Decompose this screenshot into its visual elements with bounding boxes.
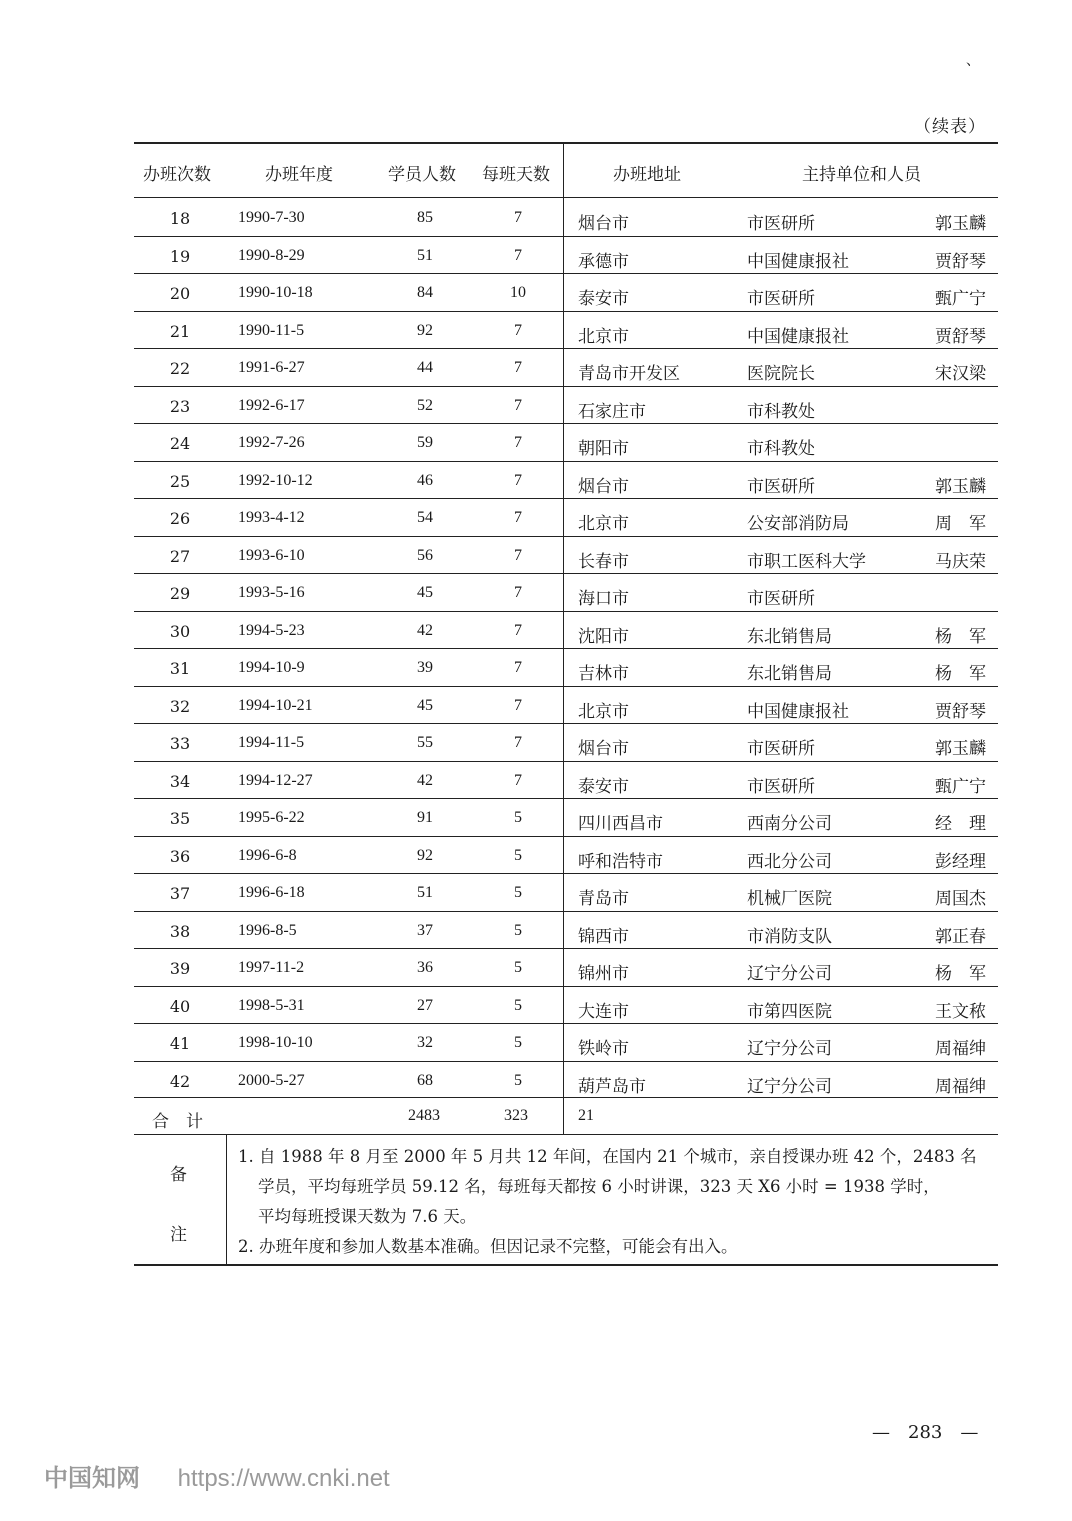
row-date: 1998-5-31	[238, 996, 305, 1014]
row-address: 朝阳市	[578, 439, 629, 459]
table-row	[0, 612, 1072, 649]
row-day-count: 7	[514, 546, 522, 564]
row-day-count: 5	[514, 1071, 522, 1089]
row-address: 海口市	[578, 589, 629, 609]
row-session-number: 22	[169, 359, 191, 378]
table-row	[0, 537, 1072, 574]
row-host-unit: 市医研所	[747, 289, 815, 309]
note-2: 2. 办班年度和参加人数基本准确。但因记录不完整，可能会有出入。	[238, 1237, 738, 1256]
table-row	[0, 649, 1072, 686]
row-host-person: 郭玉麟	[935, 214, 986, 234]
row-host-unit: 辽宁分公司	[747, 1039, 832, 1059]
row-date: 1994-10-9	[238, 659, 305, 676]
table-row	[0, 349, 1072, 386]
row-address: 北京市	[578, 701, 629, 722]
row-day-count: 5	[514, 1034, 522, 1051]
continuation-label: （续表）	[914, 117, 986, 137]
row-address: 葫芦岛市	[578, 1076, 646, 1097]
row-host-person: 杨 军	[935, 964, 986, 984]
row-host-unit: 市医研所	[747, 589, 815, 609]
row-host-person: 甄广宁	[935, 289, 986, 309]
table-row	[0, 499, 1072, 536]
row-address: 北京市	[578, 514, 629, 534]
row-student-count: 51	[417, 246, 433, 264]
row-day-count: 7	[514, 359, 522, 376]
row-student-count: 92	[417, 846, 433, 864]
row-address: 沈阳市	[578, 626, 629, 647]
table-top-rule	[134, 142, 998, 144]
row-session-number: 23	[169, 396, 191, 416]
note-1-line-1: 1. 自 1988 年 8 月至 2000 年 5 月共 12 年间，在国内 21 个城市，亲自授课办班 42 个，2483 名	[238, 1147, 977, 1166]
table-row	[0, 874, 1072, 911]
row-address: 泰安市	[578, 776, 629, 797]
col-header-session: 办班次数	[143, 165, 211, 185]
row-date: 1991-6-27	[238, 359, 305, 376]
row-day-count: 5	[514, 959, 522, 976]
row-day-count: 10	[510, 284, 526, 301]
row-session-number: 38	[169, 921, 191, 941]
row-host-person: 郭玉麟	[935, 739, 986, 759]
notes-top-rule	[134, 1134, 998, 1135]
row-student-count: 37	[417, 921, 433, 939]
row-address: 锦西市	[578, 926, 629, 947]
row-address: 吉林市	[578, 664, 629, 684]
row-session-number: 36	[169, 846, 191, 866]
row-student-count: 59	[417, 434, 433, 451]
row-host-unit: 市消防支队	[747, 926, 832, 947]
row-host-person: 甄广宁	[935, 776, 986, 797]
total-days: 323	[504, 1107, 528, 1124]
row-host-unit: 东北销售局	[747, 626, 832, 647]
row-host-person: 杨 军	[935, 664, 986, 684]
table-bottom-rule	[134, 1264, 998, 1266]
table-row	[0, 987, 1072, 1024]
table-row	[0, 274, 1072, 311]
row-date: 1995-6-22	[238, 809, 305, 826]
row-host-person: 贾舒琴	[935, 701, 986, 722]
row-session-number: 37	[169, 884, 191, 903]
row-student-count: 54	[417, 509, 433, 526]
row-date: 1990-10-18	[238, 284, 313, 301]
row-day-count: 7	[514, 509, 522, 526]
row-date: 1996-6-8	[238, 846, 297, 864]
row-session-number: 42	[169, 1071, 191, 1091]
row-session-number: 21	[169, 321, 191, 341]
notes-divider	[226, 1134, 227, 1265]
row-host-person: 宋汉梁	[935, 364, 986, 384]
table-row	[0, 837, 1072, 874]
row-student-count: 45	[417, 584, 433, 601]
row-address: 四川西昌市	[578, 814, 663, 834]
row-date: 1998-10-10	[238, 1034, 313, 1051]
row-date: 1994-11-5	[238, 734, 305, 751]
row-date: 1996-8-5	[238, 921, 297, 939]
row-day-count: 7	[514, 734, 522, 751]
row-session-number: 33	[169, 734, 191, 753]
table-row	[0, 387, 1072, 424]
row-student-count: 39	[417, 659, 433, 676]
row-student-count: 42	[417, 621, 433, 639]
row-day-count: 7	[514, 396, 522, 414]
table-row	[0, 949, 1072, 986]
col-header-days: 每班天数	[482, 165, 550, 185]
row-host-person: 贾舒琴	[935, 326, 986, 347]
row-host-person: 马庆荣	[935, 551, 986, 572]
row-student-count: 56	[417, 546, 433, 564]
row-day-count: 7	[514, 584, 522, 601]
row-host-unit: 中国健康报社	[747, 251, 849, 272]
cnki-logo: 中国知网	[44, 1464, 140, 1492]
table-row	[0, 1024, 1072, 1061]
row-address: 青岛市	[578, 889, 629, 909]
row-student-count: 85	[417, 209, 433, 226]
total-students: 2483	[408, 1107, 440, 1124]
row-address: 呼和浩特市	[578, 851, 663, 872]
row-day-count: 7	[514, 771, 522, 789]
cnki-url[interactable]: https://www.cnki.net	[177, 1465, 390, 1492]
row-host-unit: 西北分公司	[747, 851, 832, 872]
row-host-unit: 中国健康报社	[747, 326, 849, 347]
row-day-count: 5	[514, 884, 522, 901]
corner-mark: 、	[966, 53, 980, 69]
row-host-unit: 市职工医科大学	[747, 551, 866, 572]
row-student-count: 42	[417, 771, 433, 789]
row-session-number: 19	[169, 246, 191, 266]
row-day-count: 7	[514, 434, 522, 451]
row-host-unit: 市第四医院	[747, 1001, 832, 1022]
row-host-person: 周福绅	[935, 1039, 986, 1059]
row-host-unit: 市医研所	[747, 776, 815, 797]
row-session-number: 40	[169, 996, 191, 1016]
row-address: 长春市	[578, 551, 629, 572]
note-1-line-3: 平均每班授课天数为 7.6 天。	[258, 1207, 477, 1226]
row-session-number: 24	[169, 434, 191, 453]
table-row	[0, 237, 1072, 274]
row-student-count: 27	[417, 996, 433, 1014]
row-address: 烟台市	[578, 739, 629, 759]
row-host-unit: 市科教处	[747, 401, 815, 422]
table-row	[0, 912, 1072, 949]
row-address: 承德市	[578, 251, 629, 272]
row-day-count: 7	[514, 621, 522, 639]
row-host-person: 贾舒琴	[935, 251, 986, 272]
row-date: 1992-6-17	[238, 396, 305, 414]
row-address: 烟台市	[578, 476, 629, 497]
row-student-count: 45	[417, 696, 433, 714]
total-cities: 21	[578, 1107, 594, 1124]
table-row	[0, 762, 1072, 799]
row-date: 1994-10-21	[238, 696, 313, 714]
row-host-unit: 市医研所	[747, 476, 815, 497]
header-bottom-rule	[134, 197, 998, 198]
page-number: — 283 —	[872, 1422, 979, 1443]
row-session-number: 41	[169, 1034, 191, 1053]
table-row	[0, 462, 1072, 499]
row-date: 1990-7-30	[238, 209, 305, 226]
footer-watermark	[44, 1458, 390, 1493]
row-date: 1993-5-16	[238, 584, 305, 601]
row-host-person: 周 军	[935, 514, 986, 534]
note-1-line-2: 学员，平均每班学员 59.12 名，每班每天都按 6 小时讲课，323 天 X6 小时 = 1938 学时，	[258, 1177, 940, 1196]
row-session-number: 31	[169, 659, 191, 678]
row-date: 1996-6-18	[238, 884, 305, 901]
row-session-number: 35	[169, 809, 191, 828]
table-row	[0, 724, 1072, 761]
row-session-number: 27	[169, 546, 191, 566]
row-student-count: 55	[417, 734, 433, 751]
row-host-unit: 中国健康报社	[747, 701, 849, 722]
row-day-count: 5	[514, 809, 522, 826]
row-student-count: 32	[417, 1034, 433, 1051]
col-header-host: 主持单位和人员	[802, 165, 921, 185]
row-student-count: 51	[417, 884, 433, 901]
row-date: 2000-5-27	[238, 1071, 305, 1089]
col-header-students: 学员人数	[388, 165, 456, 185]
row-student-count: 68	[417, 1071, 433, 1089]
row-session-number: 30	[169, 621, 191, 641]
row-session-number: 18	[169, 209, 191, 228]
row-session-number: 39	[169, 959, 191, 978]
row-date: 1994-5-23	[238, 621, 305, 639]
total-top-rule	[134, 1097, 998, 1098]
row-day-count: 5	[514, 921, 522, 939]
row-date: 1992-10-12	[238, 471, 313, 489]
row-address: 北京市	[578, 326, 629, 347]
row-host-unit: 辽宁分公司	[747, 964, 832, 984]
row-host-person: 杨 军	[935, 626, 986, 647]
row-host-unit: 东北销售局	[747, 664, 832, 684]
table-row	[0, 1062, 1072, 1099]
row-day-count: 7	[514, 209, 522, 226]
row-day-count: 5	[514, 996, 522, 1014]
row-date: 1993-4-12	[238, 509, 305, 526]
row-address: 大连市	[578, 1001, 629, 1022]
notes-text	[238, 1142, 998, 1262]
table-row	[0, 312, 1072, 349]
col-header-address: 办班地址	[613, 165, 681, 185]
row-address: 石家庄市	[578, 401, 646, 422]
row-student-count: 36	[417, 959, 433, 976]
row-student-count: 44	[417, 359, 433, 376]
row-student-count: 91	[417, 809, 433, 826]
row-host-person: 周福绅	[935, 1076, 986, 1097]
row-student-count: 46	[417, 471, 433, 489]
row-address: 锦州市	[578, 964, 629, 984]
row-session-number: 26	[169, 509, 191, 528]
row-day-count: 7	[514, 321, 522, 339]
row-host-unit: 市医研所	[747, 739, 815, 759]
row-day-count: 7	[514, 696, 522, 714]
row-session-number: 32	[169, 696, 191, 716]
row-session-number: 29	[169, 584, 191, 603]
total-label: 合 计	[152, 1112, 203, 1132]
row-session-number: 34	[169, 771, 191, 791]
row-date: 1992-7-26	[238, 434, 305, 451]
row-address: 烟台市	[578, 214, 629, 234]
row-address: 铁岭市	[578, 1039, 629, 1059]
table-row	[0, 687, 1072, 724]
row-host-unit: 市医研所	[747, 214, 815, 234]
row-session-number: 25	[169, 471, 191, 491]
row-host-unit: 公安部消防局	[747, 514, 849, 534]
row-address: 泰安市	[578, 289, 629, 309]
table-row	[0, 574, 1072, 611]
table-row	[0, 799, 1072, 836]
table-row	[0, 424, 1072, 461]
row-day-count: 5	[514, 846, 522, 864]
row-host-person: 王文秾	[935, 1001, 986, 1022]
row-host-unit: 市科教处	[747, 439, 815, 459]
row-day-count: 7	[514, 659, 522, 676]
row-host-person: 郭玉麟	[935, 476, 986, 497]
notes-label-1: 备	[170, 1165, 187, 1185]
row-date: 1990-11-5	[238, 321, 305, 339]
row-host-person: 郭正春	[935, 926, 986, 947]
row-day-count: 7	[514, 246, 522, 264]
row-day-count: 7	[514, 471, 522, 489]
row-host-unit: 辽宁分公司	[747, 1076, 832, 1097]
row-student-count: 92	[417, 321, 433, 339]
row-address: 青岛市开发区	[578, 364, 680, 384]
row-host-unit: 机械厂医院	[747, 889, 832, 909]
row-host-person: 经 理	[935, 814, 986, 834]
row-student-count: 52	[417, 396, 433, 414]
table-row	[0, 199, 1072, 236]
row-date: 1994-12-27	[238, 771, 313, 789]
col-header-date: 办班年度	[265, 165, 333, 185]
row-session-number: 20	[169, 284, 191, 303]
row-date: 1993-6-10	[238, 546, 305, 564]
row-date: 1997-11-2	[238, 959, 305, 976]
row-host-person: 彭经理	[935, 851, 986, 872]
notes-label-2: 注	[170, 1225, 187, 1245]
row-host-person: 周国杰	[935, 889, 986, 909]
row-host-unit: 西南分公司	[747, 814, 832, 834]
row-student-count: 84	[417, 284, 433, 301]
row-date: 1990-8-29	[238, 246, 305, 264]
row-host-unit: 医院院长	[747, 364, 815, 384]
